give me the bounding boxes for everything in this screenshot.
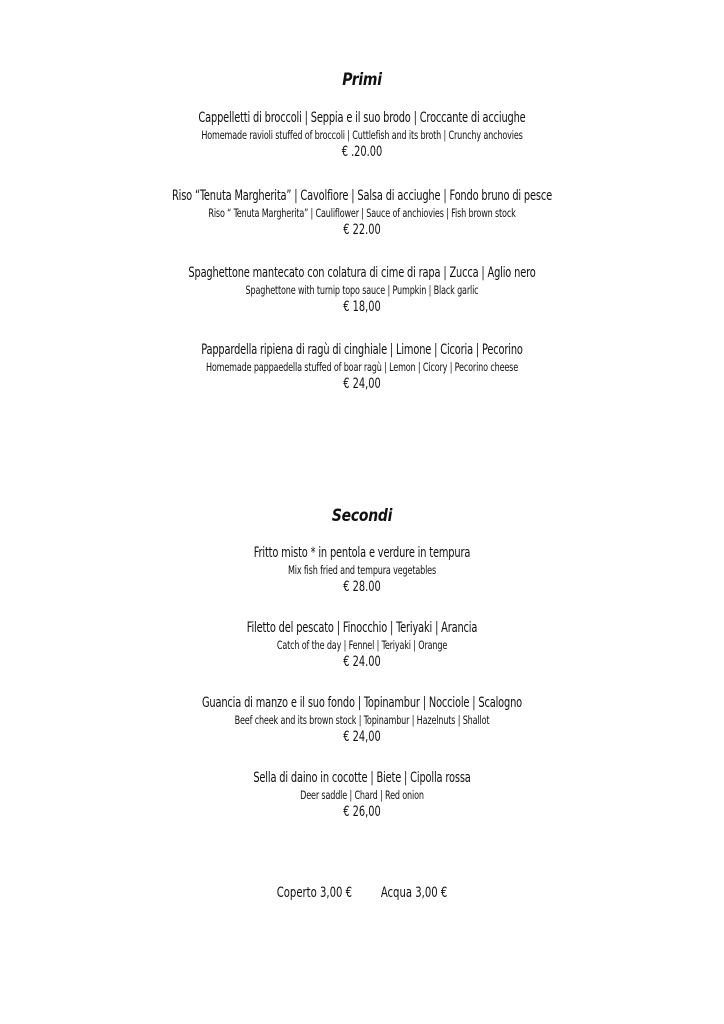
dish-price: € 22.00 bbox=[343, 222, 381, 238]
dish-name: Sella di daino in cocotte | Biete | Cipolla rossa bbox=[253, 770, 471, 786]
dish-item bbox=[0, 341, 724, 394]
coperto-charge: Coperto 3,00 € bbox=[276, 885, 353, 901]
dish-name: Cappelletti di broccoli | Seppia e il suo brodo | Croccante di acciughe bbox=[198, 110, 526, 126]
dish-name: Spaghettone mantecato con colatura di cime di rapa | Zucca | Aglio nero bbox=[188, 265, 536, 281]
dish-description: Mix fish fried and tempura vegetables bbox=[287, 563, 437, 577]
dish-item bbox=[0, 187, 724, 240]
dish-description: Riso “ Tenuta Margherita” | Cauliflower | Sauce of anchiovies | Fish brown stock bbox=[208, 206, 516, 220]
section-title-primi: Primi bbox=[342, 70, 382, 90]
dish-price: € 24.00 bbox=[343, 654, 381, 670]
dish-name: Riso “Tenuta Margherita” | Cavolfiore | Salsa di acciughe | Fondo bruno di pesce bbox=[171, 188, 553, 204]
dish-item bbox=[0, 694, 724, 747]
dish-item bbox=[0, 769, 724, 822]
dish-item bbox=[0, 544, 724, 597]
dish-description: Spaghettone with turnip topo sauce | Pumpkin | Black garlic bbox=[245, 283, 479, 297]
dish-price: € 18,00 bbox=[343, 299, 381, 315]
footer-charges bbox=[72, 885, 651, 901]
dish-description: Homemade pappaedella stuffed of boar ragù | Lemon | Cicory | Pecorino cheese bbox=[205, 360, 519, 374]
section-title-secondi: Secondi bbox=[331, 506, 393, 526]
dish-description: Deer saddle | Chard | Red onion bbox=[300, 788, 424, 802]
dish-item bbox=[0, 109, 724, 162]
dish-name: Filetto del pescato | Finocchio | Teriyaki | Arancia bbox=[246, 620, 478, 636]
dish-price: € 24,00 bbox=[343, 376, 381, 392]
dish-description: Homemade ravioli stuffed of broccoli | Cuttlefish and its broth | Crunchy anchovies bbox=[201, 128, 523, 142]
dish-price: € .20.00 bbox=[341, 144, 383, 160]
dish-price: € 28.00 bbox=[343, 579, 381, 595]
dish-name: Guancia di manzo e il suo fondo | Topinambur | Nocciole | Scalogno bbox=[201, 695, 523, 711]
dish-price: € 24,00 bbox=[343, 729, 381, 745]
acqua-charge: Acqua 3,00 € bbox=[380, 885, 448, 901]
dish-item bbox=[0, 264, 724, 317]
dish-description: Beef cheek and its brown stock | Topinambur | Hazelnuts | Shallot bbox=[234, 713, 490, 727]
dish-name: Fritto misto * in pentola e verdure in tempura bbox=[253, 545, 471, 561]
dish-item bbox=[0, 619, 724, 672]
dish-price: € 26,00 bbox=[343, 804, 381, 820]
dish-name: Pappardella ripiena di ragù di cinghiale | Limone | Cicoria | Pecorino bbox=[201, 342, 523, 358]
dish-description: Catch of the day | Fennel | Teriyaki | Orange bbox=[276, 638, 448, 652]
